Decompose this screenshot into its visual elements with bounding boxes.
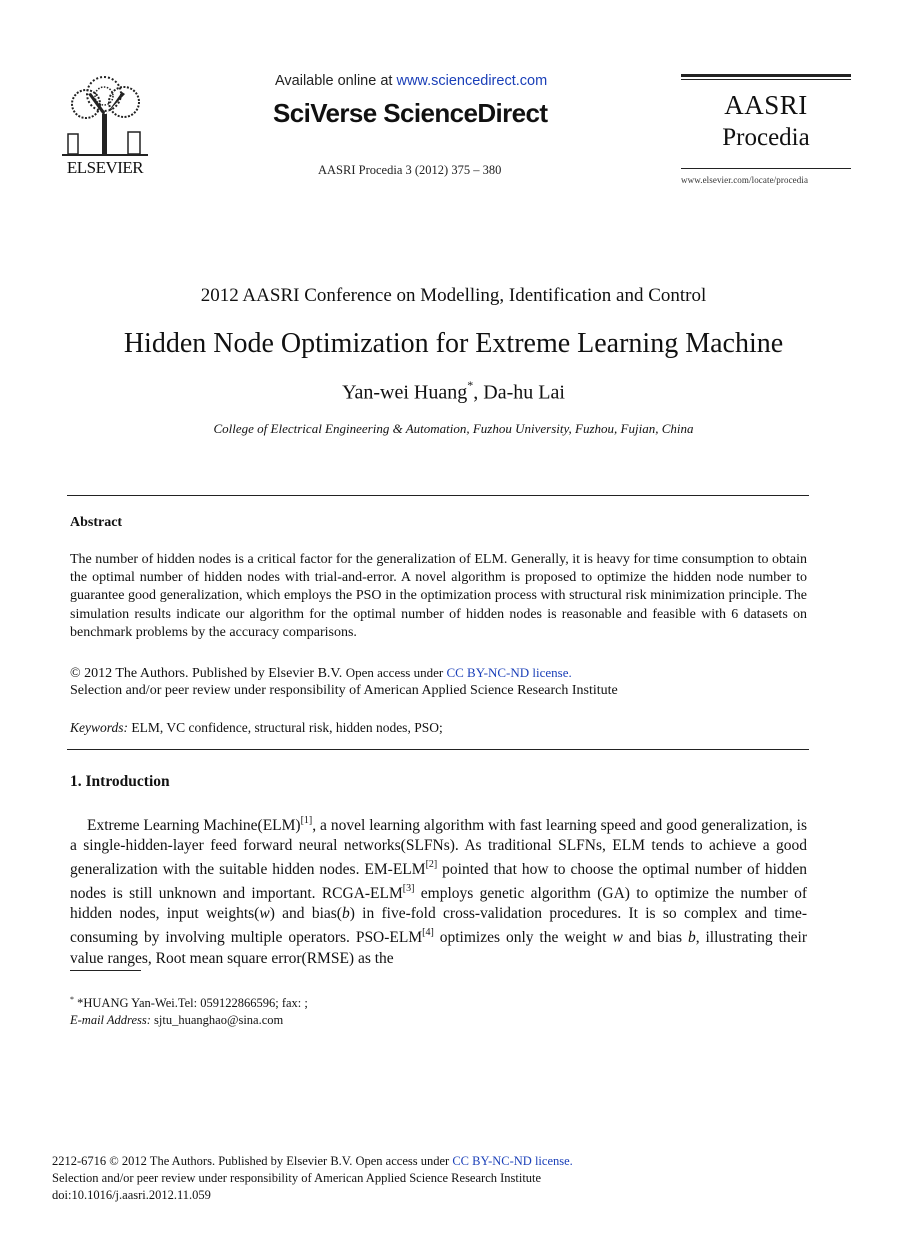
citation-2[interactable]: [2] [425,859,438,871]
abstract-text: The number of hidden nodes is a critical factor for the generalization of ELM. Generally, it is heavy for time consumption to obtain the optimal number of hidden nodes with trial-and-error. A novel algorithm is proposed to optimize the hidden node number to guarantee good generalization, which employs the PSO in the optimization process with structural risk minimization principle. The simulation results indicate our algorithm for the optimal number of hidden nodes is reasonable and feasible with 6 datasets on benchmark problems by the accuracy comparisons. [70,552,807,640]
keywords [70,720,443,736]
affiliation: College of Electrical Engineering & Automation, Fuzhou University, Fuzhou, Fujian, China [213,421,694,436]
keywords-label: Keywords: [70,720,128,735]
citation-1[interactable]: [1] [300,815,313,826]
footnote-contact: * *HUANG Yan-Wei.Tel: 059122866596; fax: ; [70,995,308,1011]
divider-top [67,495,809,496]
footer-issn: 2212-6716 © 2012 The Authors. Published by Elsevier B.V. Open access under CC BY-NC-ND license. [52,1154,573,1168]
email-address[interactable]: sjtu_huanghao@sina.com [150,1013,284,1027]
journal-rule-bottom [681,168,851,169]
journal-reference: AASRI Procedia 3 (2012) 375 – 380 [318,163,502,177]
paper-title: Hidden Node Optimization for Extreme Learning Machine [123,328,784,359]
journal-url[interactable]: www.elsevier.com/locate/procedia [681,175,809,185]
citation-4[interactable]: [4] [422,927,434,939]
elsevier-logo [58,74,152,176]
author-list [0,380,907,405]
corresponding-mark: * [467,378,474,392]
abstract-heading: Abstract [70,515,123,530]
review-line: Selection and/or peer review under responsibility of American Applied Science Research Institute [70,683,618,698]
footer-doi[interactable]: doi:10.1016/j.aasri.2012.11.059 [52,1188,211,1202]
conference-name: 2012 AASRI Conference on Modelling, Identification and Control [200,285,707,306]
journal-name-line2: Procedia [722,124,810,151]
sciverse-brand: SciVerse ScienceDirect [273,98,548,128]
available-online: Available online at www.sciencedirect.com [275,73,548,89]
footer-license-link[interactable]: CC BY-NC-ND license. [452,1154,573,1168]
footnote-email: E-mail Address: sjtu_huanghao@sina.com [70,1013,284,1027]
journal-name-line1: AASRI [724,90,808,120]
author-1: Yan-wei Huang [342,381,468,404]
sciencedirect-link[interactable]: www.sciencedirect.com [396,73,548,89]
section-heading-introduction: 1. Introduction [70,773,170,790]
introduction-paragraph: Extreme Learning Machine(ELM)[1], a novel learning algorithm with fast learning speed and good generalization, is a single-hidden-layer feed forward neural networks(SLFNs). As traditional SLFNs, ELM tends to achieve a good generalization with the suitable hidden nodes. EM-ELM[2] pointed that how to choose the optimal number of hidden nodes is still unknown and important. RCGA-ELM[3] employs genetic algorithm (GA) to optimize the number of hidden nodes, input weights(w) and bias(b) in five-fold cross-validation procedures. It is so complex and time-consuming by involving multiple operators. PSO-ELM[4] optimizes only the weight w and bias b, illustrating their value ranges, Root mean square error(RMSE) as the [70,815,808,967]
journal-rule-top [681,74,851,77]
license-link[interactable]: CC BY-NC-ND license. [446,665,572,680]
author-2: , Da-hu Lai [473,381,565,404]
journal-rule-top-thin [681,79,851,80]
divider-bottom [67,749,809,750]
copyright-line: © 2012 The Authors. Published by Elsevier B.V. Open access under CC BY-NC-ND license. [70,665,572,681]
citation-3[interactable]: [3] [402,883,415,895]
footer-review: Selection and/or peer review under responsibility of American Applied Science Research Institute [52,1171,542,1185]
footnote-rule [70,970,141,971]
keywords-list: ELM, VC confidence, structural risk, hidden nodes, PSO; [128,720,443,735]
svg-text:ELSEVIER: ELSEVIER [66,158,144,176]
